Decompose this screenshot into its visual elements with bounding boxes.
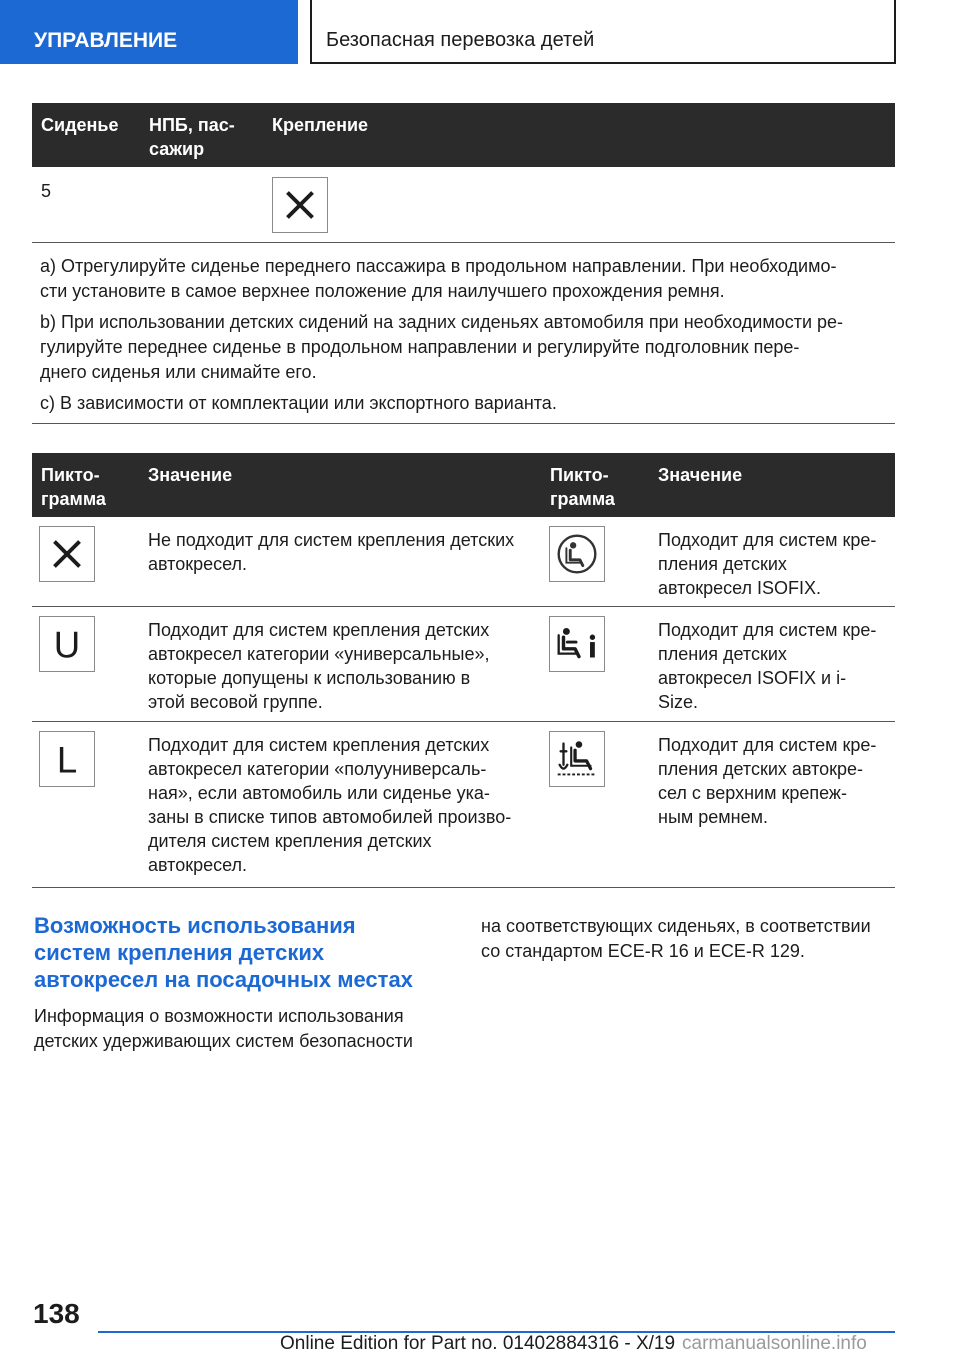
- legend-table-header: [32, 453, 895, 517]
- legend-text: Не подходит для систем крепления детских автокресел.: [148, 530, 515, 574]
- header-meaning-2: Значение: [658, 465, 743, 485]
- header-pictogram-1: Пикто- грамма: [41, 465, 106, 509]
- note-a: a) Отрегулируйте сиденье переднего пассажира в продольном направлении. При необходимо- сти установите в самое верхнее положение для наилучшего прохождения ремня.: [40, 256, 837, 301]
- header-seat: Сиденье: [41, 115, 119, 135]
- divider: [32, 423, 895, 424]
- seat-table-header: [32, 103, 895, 167]
- legend-text: Подходит для систем крепления детских автокресел категории «универсальные», которые допущены к использованию в этой весовой группе.: [148, 620, 490, 712]
- edition-text: Online Edition for Part no. 01402884316 - X/19: [280, 1333, 676, 1354]
- header-airbag: НПБ, пас- сажир: [149, 115, 235, 159]
- paragraph-right: на соответствующих сиденьях, в соответствии со стандартом ECE-R 16 и ECE-R 129.: [481, 916, 871, 961]
- note-c: c) В зависимости от комплектации или экспортного варианта.: [40, 393, 557, 413]
- row-divider: [32, 606, 895, 607]
- page-title: Безопасная перевозка детей: [310, 0, 896, 64]
- note-b: b) При использовании детских сидений на задних сиденьях автомобиля при необходимости ре- гулируйте переднее сиденье в продольном направлении и регулируйте подголовник пере- днего сиденья или снимайте его.: [40, 312, 844, 382]
- isofix-icon: [549, 526, 605, 582]
- legend-text: Подходит для систем крепления детских автокресел категории «полууниверсаль- ная», если автомобиль или сиденье ука- заны в списке типов автомобилей произво- дителя систем крепления детских автокресел.: [148, 735, 512, 875]
- letter-u-icon: [39, 616, 95, 672]
- letter-l: L: [56, 739, 78, 781]
- legend-text: Подходит для систем кре- пления детских автокресел ISOFIX.: [658, 530, 877, 598]
- page-number: 138: [33, 1298, 80, 1329]
- seat-table: [32, 103, 895, 201]
- legend-text: Подходит для систем кре- пления детских автокресел ISOFIX и i- Size.: [658, 620, 877, 712]
- divider: [32, 887, 895, 888]
- letter-u: U: [53, 624, 81, 666]
- header-pictogram-2: Пикто- грамма: [550, 465, 615, 509]
- seat-number: 5: [41, 181, 52, 201]
- x-cross-icon: [39, 526, 95, 582]
- top-tether-icon: [549, 731, 605, 787]
- section-heading: Возможность использования систем крепления детских автокресел на посадочных местах: [34, 913, 413, 992]
- paragraph-left: Информация о возможности использования детских удерживающих систем безопасности: [34, 1006, 413, 1051]
- legend-table: [32, 453, 895, 889]
- legend-text: Подходит для систем кре- пления детских автокре- сел с верхним крепеж- ным ремнем.: [658, 735, 877, 827]
- isofix-i-size-icon: [549, 616, 605, 672]
- watermark: carmanualsonline.info: [682, 1333, 867, 1354]
- x-cross-icon: [272, 177, 328, 233]
- section-tab: УПРАВЛЕНИЕ: [0, 0, 298, 64]
- header-mount: Крепление: [272, 115, 369, 135]
- header-meaning-1: Значение: [148, 465, 233, 485]
- divider: [32, 242, 895, 243]
- letter-l-icon: [39, 731, 95, 787]
- row-divider: [32, 721, 895, 722]
